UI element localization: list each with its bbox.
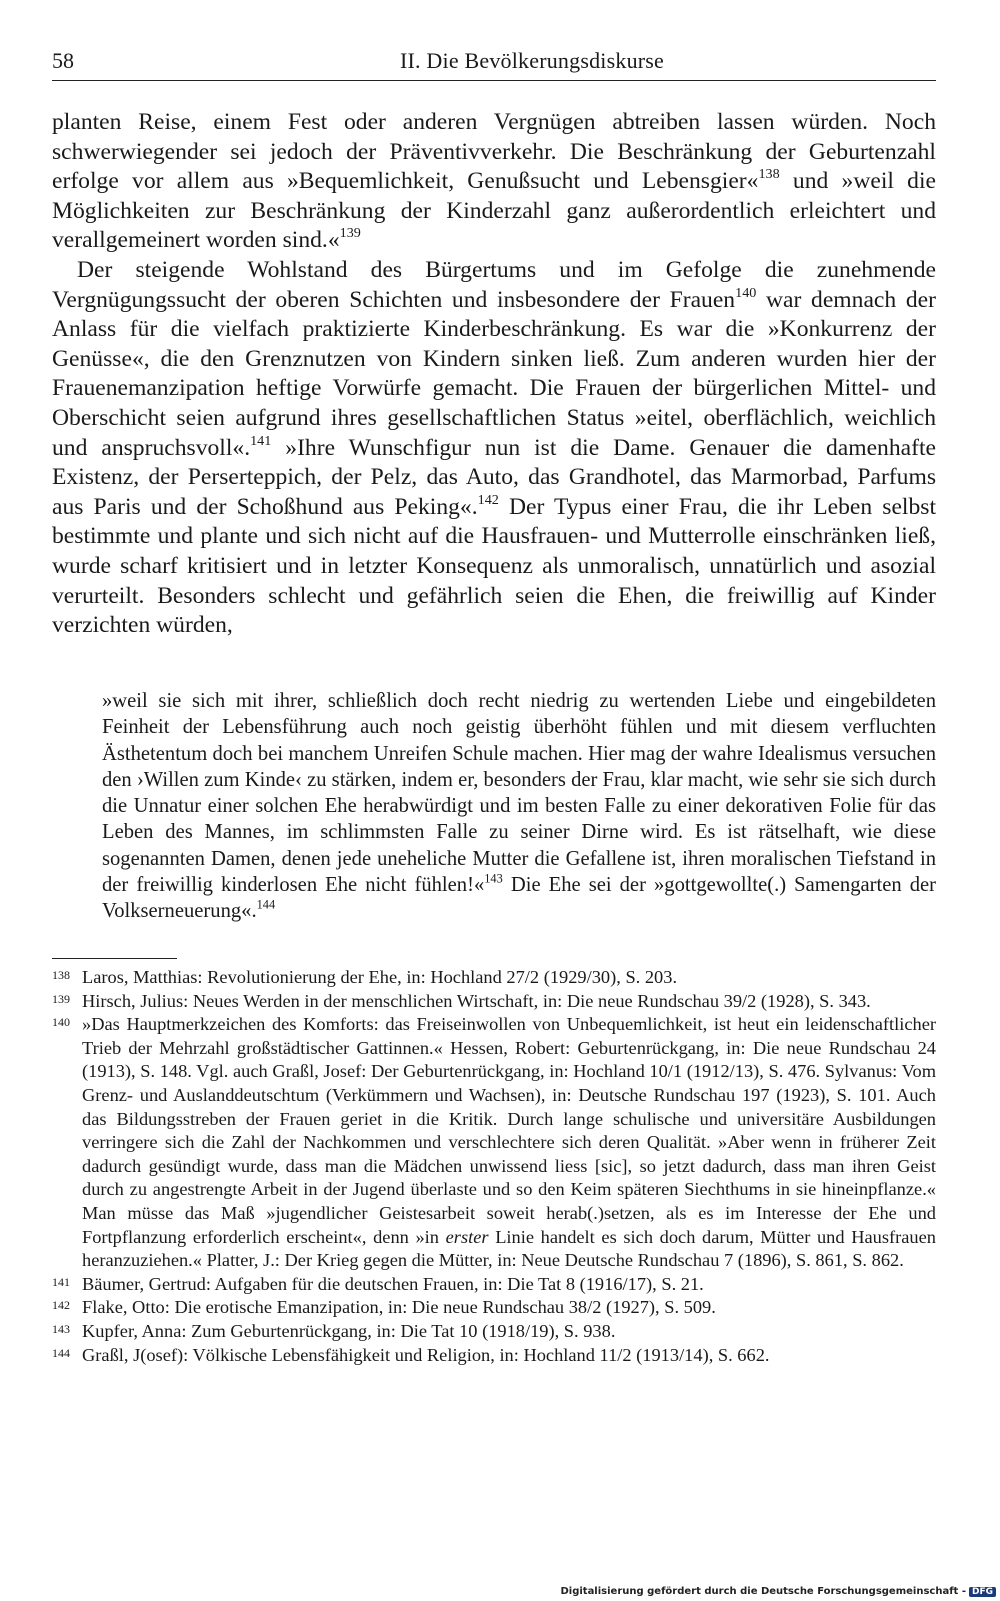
footnote-text: Flake, Otto: Die erotische Emanzipation, in: Die neue Rundschau 38/2 (1927), S. 509. xyxy=(82,1297,716,1318)
block-quote xyxy=(102,688,936,925)
quote-text: Die Ehe sei der »gottgewollte(.) Samengarten der Volkserneuerung«. xyxy=(102,874,937,923)
paragraph-text: Der Typus einer Frau, die ihr Leben selbst bestimmte und plante und sich nicht auf die Hausfrauen- und Mutterrolle einschränken ließ, wurde scharf kritisiert und in letzter Konsequenz als unmoralisch, unnatürlich und asozial verurteilt. Besonders schlecht und gefährlich seien die Ehen, die freiwillig auf Kinder verzichten würden, xyxy=(52,493,936,639)
running-header xyxy=(52,46,936,81)
paragraph-text: war demnach der Anlass für die vielfach praktizierte Kinderbeschränkung. Es war die »Konkurrenz der Genüsse«, die den Grenznutzen von Kindern sinken ließ. Zum anderen wurden hier der Frauenemanzipation heftige Vorwürfe gemacht. Die Frauen der bürgerlichen Mittel- und Oberschicht seien aufgrund ihres gesellschaftlichen Status »eitel, oberflächlich, weichlich und anspruchsvoll«. xyxy=(52,286,936,461)
paragraph-2 xyxy=(52,256,936,641)
footnote-ref-141[interactable]: 141 xyxy=(250,432,272,449)
footnote-142 xyxy=(52,1296,936,1320)
footnote-text: Kupfer, Anna: Zum Geburtenrückgang, in: Die Tat 10 (1918/19), S. 938. xyxy=(82,1320,616,1341)
quote-text: »weil sie sich mit ihrer, schließlich doch recht niedrig zu wertenden Liebe und eingebildeten Feinheit der Lebensführung auch noch geistig überhöht fühlen und mit diesem verfluchten Ästhetentum doch bei manchem Unreifen Schule machen. Hier mag der wahre Idealismus versuchen den ›Willen zum Kinde‹ zu stärken, indem er, besonders der Frau, klar macht, wie sehr sie sich durch die Unnatur einer solchen Ehe herabwürdigt und im besten Falle zu einer dekorativen Folie für das Leben des Mannes, im schlimmsten Falle zu seiner Dirne wird. Es ist rätselhaft, wie diese sogenannten Damen, denen jede uneheliche Mutter die Gefallene ist, ihren moralischen Tiefstand in der freiwillig kinderlosen Ehe nicht fühlen!« xyxy=(102,690,936,897)
paragraph-text: Der steigende Wohlstand des Bürgertums und im Gefolge die zunehmende Vergnügungssucht der oberen Schichten und insbesondere der Frauen xyxy=(52,256,936,313)
footnote-number: 144 xyxy=(52,1345,70,1360)
digitization-credit xyxy=(560,1586,996,1597)
footnote-ref-144[interactable]: 144 xyxy=(256,897,276,912)
footnote-144 xyxy=(52,1344,936,1368)
quote-paragraph xyxy=(102,688,936,925)
footnote-number: 143 xyxy=(52,1321,70,1336)
dfg-logo: DFG xyxy=(969,1587,996,1597)
footnote-143 xyxy=(52,1320,936,1344)
footnote-ref-139[interactable]: 139 xyxy=(339,225,361,242)
footnote-number: 138 xyxy=(52,968,70,982)
footnote-text: Linie handelt es sich doch darum, Mütter und Hausfrauen heranzuziehen.« Platter, J.: Der Krieg gegen die Mütter, in: Neue Deutsche Rundschau 7 (1896), S. 861, S. 862. xyxy=(82,1226,936,1271)
footnote-138 xyxy=(52,966,936,990)
paragraph-text: planten Reise, einem Fest oder anderen Vergnügen abtreiben lassen würden. Noch schwerwiegender sei jedoch der Präventivverkehr. Die Beschränkung der Geburtenzahl erfolge vor allem aus »Bequemlichkeit, Genußsucht und Lebensgier« xyxy=(52,109,936,195)
paragraph-text: »Ihre Wunschfigur nun ist die Dame. Genauer die damenhafte Existenz, der Perserteppich, der Pelz, das Auto, das Grandhotel, das Marmorbad, Parfums aus Paris und der Schoßhund aus Peking«. xyxy=(52,434,936,520)
paragraph-1 xyxy=(52,108,936,256)
footnote-emphasis: erster xyxy=(445,1226,489,1247)
credit-text: Digitalisierung gefördert durch die Deutsche Forschungsgemeinschaft - xyxy=(560,1586,966,1597)
footnote-text: Graßl, J(osef): Völkische Lebensfähigkeit und Religion, in: Hochland 11/2 (1913/14), S. 662. xyxy=(82,1344,770,1365)
footnote-text: »Das Hauptmerkzeichen des Komforts: das Freiseinwollen von Unbequemlichkeit, ist heut ein leidenschaftlicher Trieb der Mehrzahl großstädtischer Gattinnen.« Hessen, Robert: Geburtenrückgang, in: Die neue Rundschau 24 (1913), S. 148. Vgl. auch Graßl, Josef: Der Geburtenrückgang, in: Hochland 10/1 (1912/13), S. 476. Sylvanus: Vom Grenz- und Auslanddeutschtum (Verkümmern und Wachsen), in: Deutsche Rundschau 197 (1923), S. 101. Auch das Bildungsstreben der Frauen geriet in die Kritik. Durch lange schulische und universitäre Ausbildungen verringere sich die Zahl der Nachkommen und verschlechtere sich deren Qualität. »Aber wenn in früherer Zeit dadurch gesündigt wurde, dass man die Mädchen unwissend liess [sic], so jetzt dadurch, dass man ihren Geist durch zu angestrengte Arbeit in der Jugend überlaste und so den Keim späteren Siechthums in sie hineinpflanze.« Man müsse das Maß »jugendlicher Geistesarbeit soweit herab(.)setzen, als es im Interesse der Ehe und Fortpflanzung erforderlich erscheint«, denn »in xyxy=(82,1014,936,1247)
footnote-ref-143[interactable]: 143 xyxy=(484,871,503,886)
page-number: 58 xyxy=(52,48,74,73)
footnote-ref-140[interactable]: 140 xyxy=(735,284,757,301)
footnote-number: 141 xyxy=(52,1274,70,1289)
footnote-text: Hirsch, Julius: Neues Werden in der menschlichen Wirtschaft, in: Die neue Rundschau 39/2 (1928), S. 343. xyxy=(82,990,871,1011)
footnote-ref-138[interactable]: 138 xyxy=(758,166,780,183)
footnote-number: 139 xyxy=(52,991,70,1006)
footnote-divider xyxy=(52,958,177,959)
footnote-text: Laros, Matthias: Revolutionierung der Ehe, in: Hochland 27/2 (1929/30), S. 203. xyxy=(82,967,678,987)
footnote-number: 142 xyxy=(52,1298,70,1313)
main-text xyxy=(52,108,936,641)
footnote-ref-142[interactable]: 142 xyxy=(477,491,499,508)
footnote-141 xyxy=(52,1273,936,1297)
footnote-number: 140 xyxy=(52,1015,70,1030)
footnotes xyxy=(52,966,936,1367)
running-title: II. Die Bevölkerungsdiskurse xyxy=(399,48,665,73)
paragraph-text: und »weil die Möglichkeiten zur Beschränkung der Kinderzahl ganz außerordentlich erleichtert und verallgemeinert worden sind.« xyxy=(52,168,937,254)
footnote-text: Bäumer, Gertrud: Aufgaben für die deutschen Frauen, in: Die Tat 8 (1916/17), S. 21. xyxy=(82,1273,704,1294)
footnote-139 xyxy=(52,990,936,1014)
footnote-140 xyxy=(52,1013,936,1273)
